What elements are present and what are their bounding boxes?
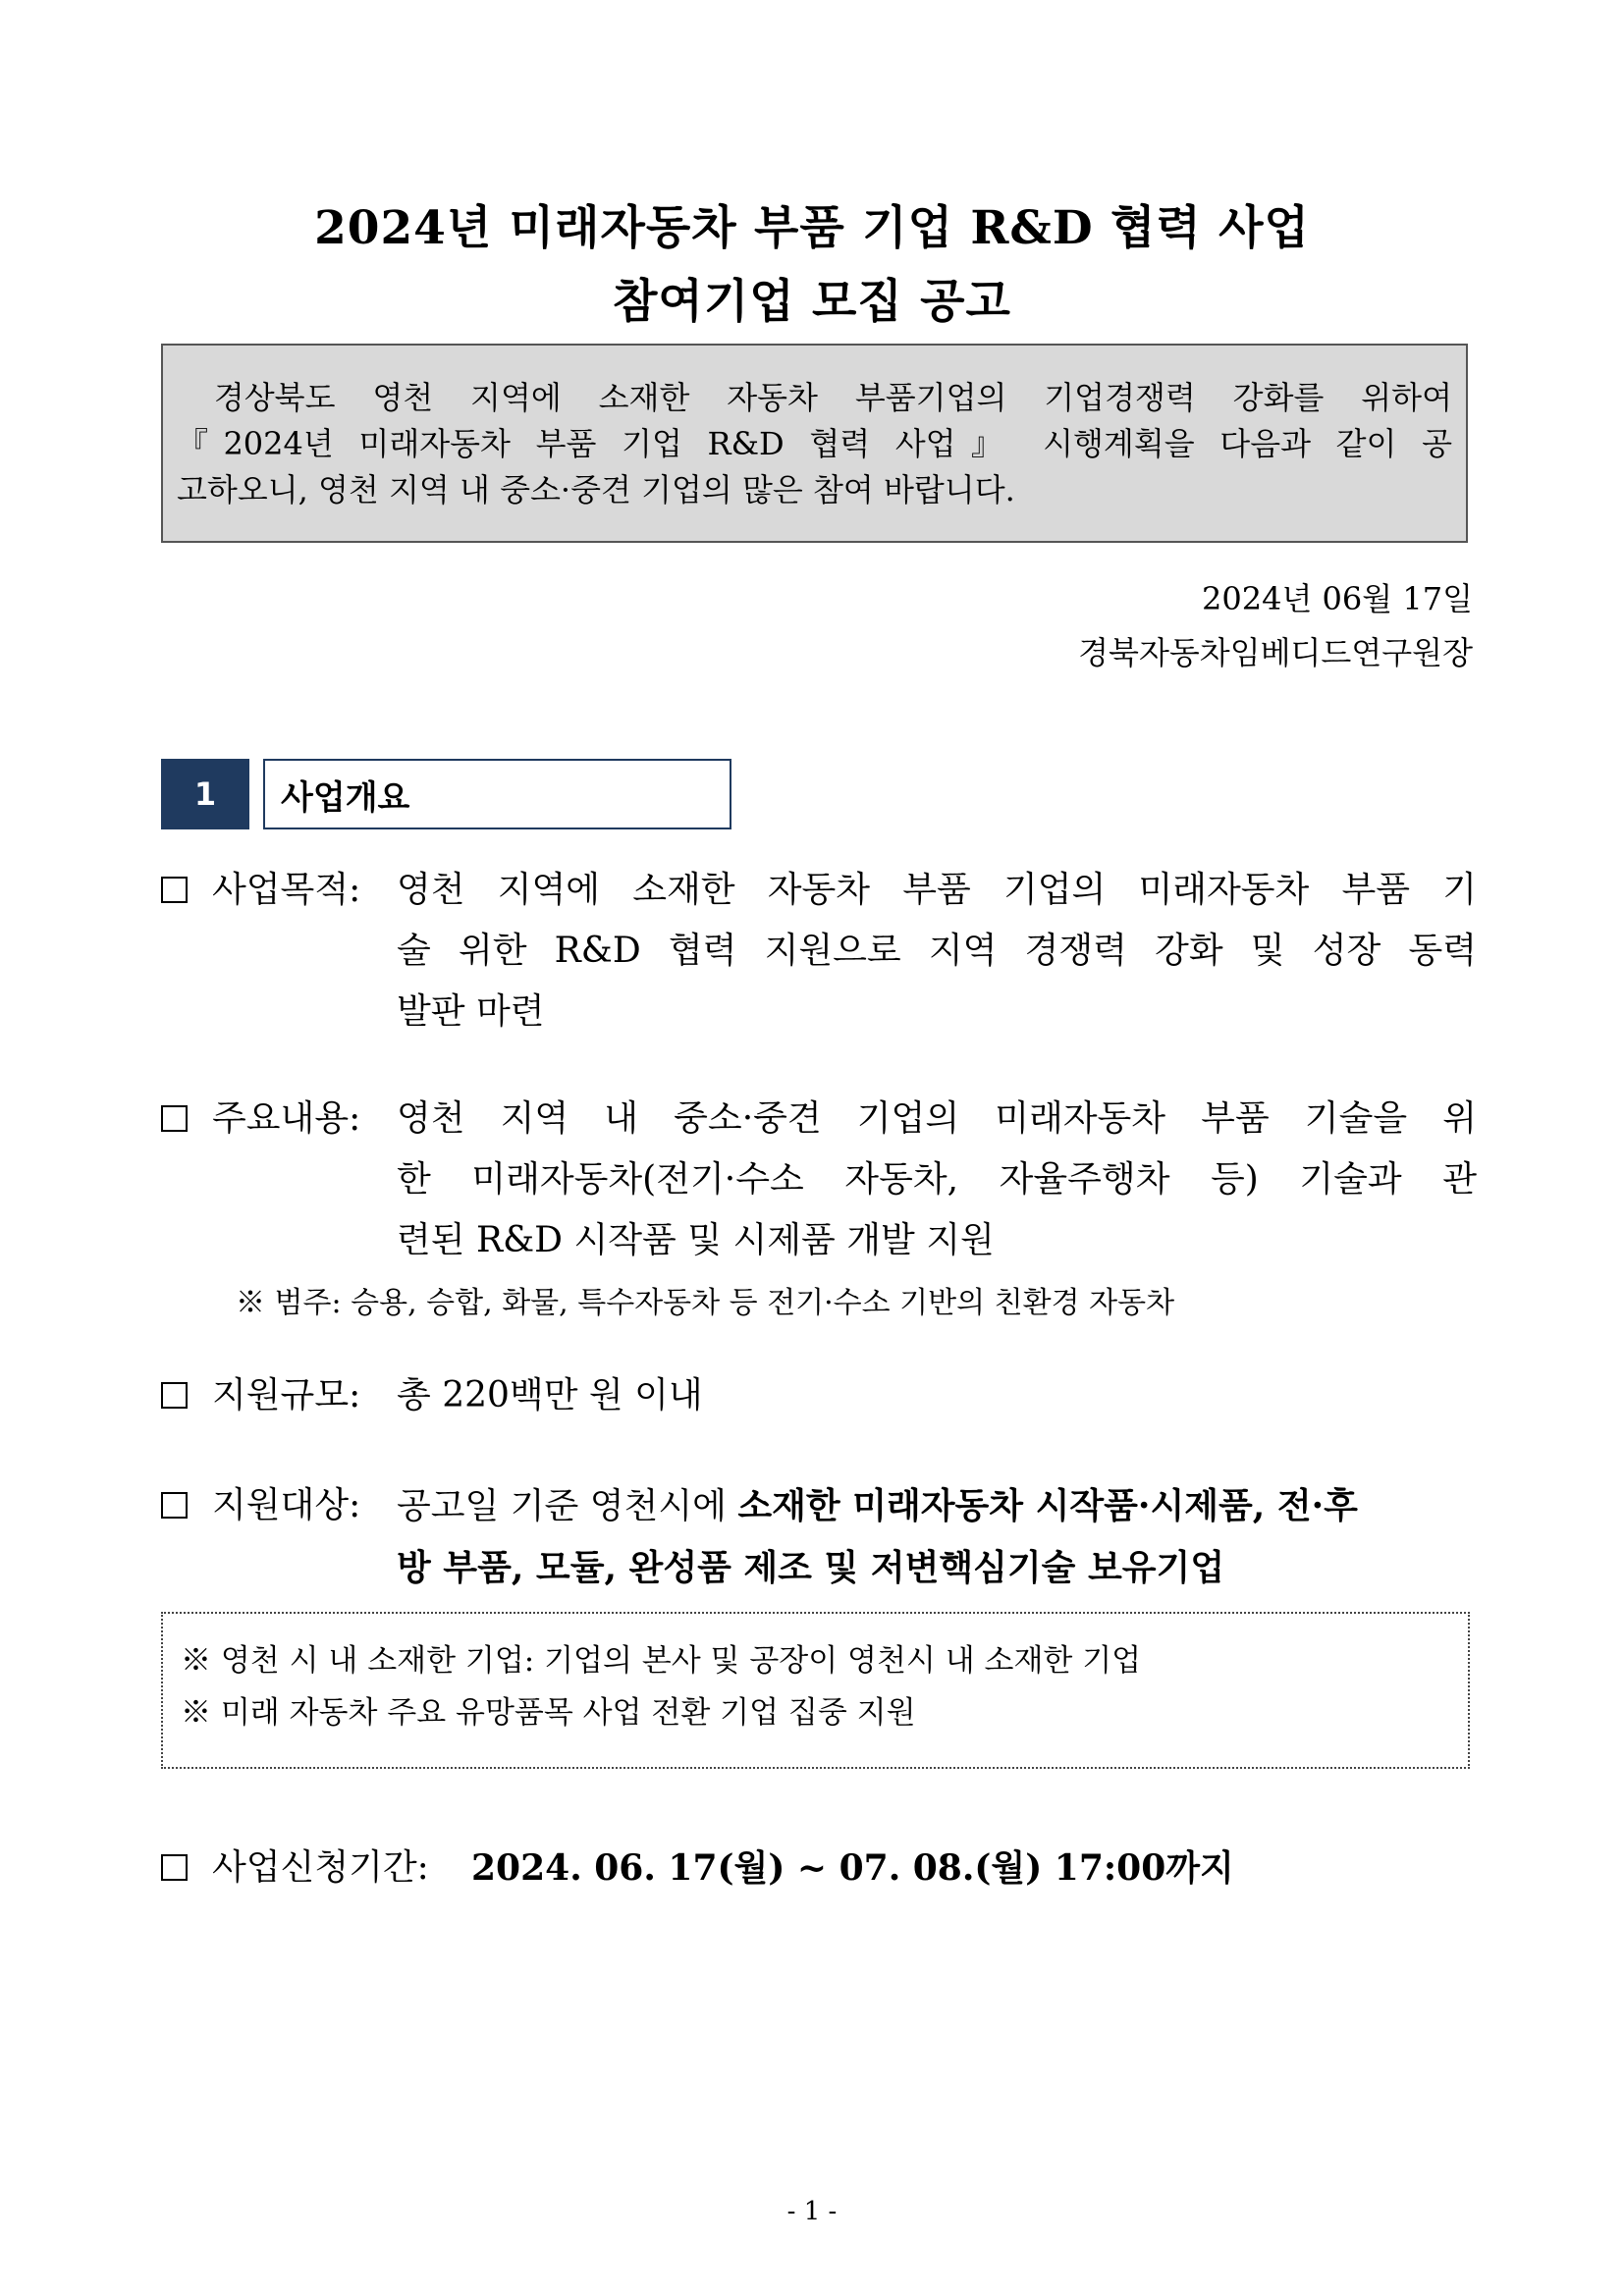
item-text-line: 술 위한 R&D 협력 지원으로 지역 경쟁력 강화 및 성장 동력: [397, 931, 1477, 971]
item-text-line: 총 220백만 원 이내: [397, 1375, 703, 1415]
target-normal-text: 공고일 기준 영천시에: [397, 1486, 738, 1526]
item-purpose: [161, 860, 1477, 1042]
item-label: 지원대상:: [212, 1485, 361, 1525]
section-title: 사업개요: [263, 759, 731, 829]
item-support-scale: [161, 1365, 1477, 1426]
item-main-content: [161, 1089, 1477, 1271]
checkbox-square-icon: [161, 1105, 188, 1132]
item-text-line: 방 부품, 모듈, 완성품 제조 및 저변핵심기술 보유기업: [397, 1547, 1225, 1588]
item-text-line: 한 미래자동차(전기·수소 자동차, 자율주행차 등) 기술과 관: [397, 1159, 1477, 1200]
section-number: 1: [161, 759, 249, 829]
checkbox-square-icon: [161, 1854, 188, 1881]
target-bold-text: 소재한 미래자동차 시작품·시제품, 전·후: [737, 1485, 1358, 1526]
intro-line: 경상북도 영천 지역에 소재한 자동차 부품기업의 기업경쟁력 강화를 위하여: [177, 379, 1452, 416]
item-text-line: 영천 지역에 소재한 자동차 부품 기업의 미래자동차 부품 기: [397, 870, 1477, 910]
organization-name: 경북자동차임베디드연구원장: [1078, 634, 1473, 671]
note-line: ※ 미래 자동차 주요 유망품목 사업 전환 기업 집중 지원: [181, 1695, 916, 1731]
item-label: 지원규모:: [212, 1375, 361, 1415]
document-title-line2: 참여기업 모집 공고: [613, 275, 1011, 329]
intro-line: 『2024년 미래자동차 부품 기업 R&D 협력 사업』 시행계획을 다음과 같이 공: [177, 425, 1452, 462]
intro-line: 고하오니, 영천 지역 내 중소·중견 기업의 많은 참여 바랍니다.: [177, 471, 1015, 508]
item-text-line: 련된 R&D 시작품 및 시제품 개발 지원: [397, 1220, 995, 1260]
checkbox-square-icon: [161, 1382, 188, 1409]
checkbox-square-icon: [161, 1492, 188, 1519]
notes-box: [161, 1612, 1470, 1769]
item-text-line: 발판 마련: [397, 991, 545, 1032]
item-label: 사업목적:: [212, 870, 361, 910]
item-application-period: [161, 1838, 1477, 1899]
item-text-line: 영천 지역 내 중소·중견 기업의 미래자동차 부품 기술을 위: [397, 1098, 1477, 1139]
item-label: 주요내용:: [212, 1098, 361, 1139]
item-support-target: [161, 1475, 1477, 1598]
application-period-text: 2024. 06. 17(월) ~ 07. 08.(월) 17:00까지: [471, 1847, 1234, 1889]
page-number: - 1 -: [786, 2197, 838, 2226]
document-title-line1: 2024년 미래자동차 부품 기업 R&D 협력 사업: [314, 201, 1310, 255]
intro-box: [161, 344, 1468, 543]
item-label: 사업신청기간:: [212, 1847, 429, 1888]
checkbox-square-icon: [161, 877, 188, 903]
item-text-line: [397, 1475, 1477, 1537]
announcement-date: 2024년 06월 17일: [1202, 580, 1473, 617]
note-line: ※ 영천 시 내 소재한 기업: 기업의 본사 및 공장이 영천시 내 소재한 기업: [181, 1643, 1142, 1679]
category-note: ※ 범주: 승용, 승합, 화물, 특수자동차 등 전기·수소 기반의 친환경 자동차: [236, 1286, 1175, 1320]
